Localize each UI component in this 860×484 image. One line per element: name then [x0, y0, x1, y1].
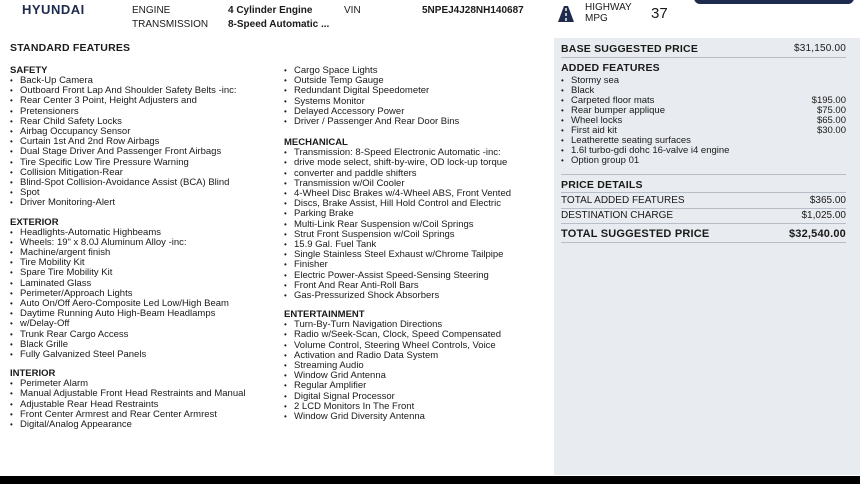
feature-item: • Streaming Audio	[284, 361, 550, 371]
sticker-header	[0, 0, 860, 38]
header-corner-tab	[694, 0, 854, 4]
divider	[561, 57, 846, 58]
feature-item: • Collision Mitigation-Rear	[10, 168, 278, 178]
transmission-value: 8-Speed Automatic ...	[228, 19, 330, 30]
vin-label: VIN	[344, 5, 361, 16]
safety-title: SAFETY	[10, 65, 48, 76]
feature-item: • Transmission w/Oil Cooler	[284, 179, 550, 189]
engine-value: 4 Cylinder Engine	[228, 5, 313, 16]
feature-item: • Blind-Spot Collision-Avoidance Assist (BCA) Blind	[10, 178, 278, 188]
mechanical-list	[284, 148, 550, 301]
feature-item: • Digital/Analog Appearance	[10, 420, 278, 430]
entertainment-title: ENTERTAINMENT	[284, 309, 365, 321]
added-feature-item	[561, 76, 846, 86]
added-feature-label: Wheel locks	[571, 115, 623, 126]
feature-item: • Radio w/Seek-Scan, Clock, Speed Compensated	[284, 330, 550, 340]
feature-item: • Rear Child Safety Locks	[10, 117, 278, 127]
exterior-list	[10, 228, 278, 361]
highway-mpg-value: 37	[651, 5, 668, 22]
feature-item: • Multi-Link Rear Suspension w/Coil Springs	[284, 220, 550, 230]
feature-item: • Cargo Space Lights	[284, 66, 550, 76]
mpg-label: MPG	[585, 13, 608, 24]
feature-item: • converter and paddle shifters	[284, 169, 550, 179]
feature-item: • Gas-Pressurized Shock Absorbers	[284, 291, 550, 301]
feature-item: • Parking Brake	[284, 209, 550, 219]
destination-label: DESTINATION CHARGE	[561, 210, 674, 221]
feature-item: • Perimeter/Approach Lights	[10, 289, 278, 299]
standard-features	[10, 42, 550, 476]
bottom-bar	[0, 476, 860, 484]
feature-item: • Perimeter Alarm	[10, 379, 278, 389]
divider	[561, 242, 846, 243]
total-added-value: $365.00	[809, 195, 846, 206]
feature-item: • Airbag Occupancy Sensor	[10, 127, 278, 137]
feature-item: • Headlights-Automatic Highbeams	[10, 228, 278, 238]
feature-item: • Back-Up Camera	[10, 76, 278, 86]
feature-item: • Black Grille	[10, 340, 278, 350]
feature-item: • Digital Signal Processor	[284, 392, 550, 402]
feature-item: • Window Grid Antenna	[284, 371, 550, 381]
feature-item: • Redundant Digital Speedometer	[284, 86, 550, 96]
feature-item: • Systems Monitor	[284, 97, 550, 107]
highway-mpg-label	[585, 2, 632, 24]
price-panel	[554, 38, 860, 475]
feature-item: • Tire Specific Low Tire Pressure Warning	[10, 158, 278, 168]
mechanical-title: MECHANICAL	[284, 137, 348, 149]
feature-item: • Auto On/Off Aero-Composite Led Low/High Beam	[10, 299, 278, 309]
base-price-row	[561, 43, 846, 55]
feature-item: • 2 LCD Monitors In The Front	[284, 402, 550, 412]
total-price-value: $32,540.00	[788, 228, 846, 240]
divider	[561, 223, 846, 224]
entertainment-list	[284, 320, 550, 422]
feature-item: • 4-Wheel Disc Brakes w/4-Wheel ABS, Front Vented	[284, 189, 550, 199]
added-feature-label: Stormy sea	[571, 75, 620, 86]
engine-label: ENGINE	[132, 5, 171, 16]
total-added-label: TOTAL ADDED FEATURES	[561, 195, 685, 206]
total-added-row	[561, 195, 846, 206]
feature-item: • Transmission: 8-Speed Electronic Automatic -inc:	[284, 148, 550, 158]
added-feature-item	[561, 156, 846, 166]
feature-item: • Curtain 1st And 2nd Row Airbags	[10, 137, 278, 147]
feature-item: • w/Delay-Off	[10, 319, 278, 329]
destination-value: $1,025.00	[801, 210, 846, 221]
feature-item: • Volume Control, Steering Wheel Controls, Voice	[284, 341, 550, 351]
feature-item: • Driver Monitoring-Alert	[10, 198, 278, 208]
added-feature-label: Option group 01	[571, 155, 640, 166]
feature-item: • Daytime Running Auto High-Beam Headlamps	[10, 309, 278, 319]
interior-cont-list	[284, 66, 550, 127]
feature-item: • Outboard Front Lap And Shoulder Safety Belts -inc:	[10, 86, 278, 96]
feature-item: • Strut Front Suspension w/Coil Springs	[284, 230, 550, 240]
added-feature-label: Leatherette seating surfaces	[571, 135, 691, 146]
price-details-title: PRICE DETAILS	[561, 179, 643, 191]
added-feature-amount: $65.00	[816, 115, 846, 126]
feature-item: • Trunk Rear Cargo Access	[10, 330, 278, 340]
exterior-title: EXTERIOR	[10, 216, 59, 228]
feature-item: • Discs, Brake Assist, Hill Hold Control and Electric	[284, 199, 550, 209]
feature-item: • Activation and Radio Data System	[284, 351, 550, 361]
feature-item: • Finisher	[284, 260, 550, 270]
feature-item: • Front And Rear Anti-Roll Bars	[284, 281, 550, 291]
highway-label: HIGHWAY	[585, 2, 632, 13]
added-feature-label: Black	[571, 85, 595, 96]
added-feature-amount: $75.00	[816, 105, 846, 116]
interior-title: INTERIOR	[10, 368, 56, 380]
feature-item: • Front Center Armrest and Rear Center Armrest	[10, 410, 278, 420]
feature-item: • Laminated Glass	[10, 279, 278, 289]
destination-row	[561, 210, 846, 221]
added-feature-label: Carpeted floor mats	[571, 95, 655, 106]
feature-item: • Window Grid Diversity Antenna	[284, 412, 550, 422]
added-features-list	[561, 76, 846, 166]
total-price-row	[561, 228, 846, 240]
transmission-label: TRANSMISSION	[132, 19, 209, 30]
added-features-title: ADDED FEATURES	[561, 62, 660, 74]
feature-item: • Delayed Accessory Power	[284, 107, 550, 117]
features-column-right	[284, 66, 550, 422]
vin-value: 5NPEJ4J28NH140687	[422, 5, 524, 16]
added-feature-amount: $195.00	[811, 95, 846, 106]
total-price-label: TOTAL SUGGESTED PRICE	[561, 228, 710, 240]
feature-item: • Regular Amplifier	[284, 381, 550, 391]
feature-item: • Tire Mobility Kit	[10, 258, 278, 268]
feature-item: • Pretensioners	[10, 107, 278, 117]
feature-item: • Spot	[10, 188, 278, 198]
standard-features-title: STANDARD FEATURES	[10, 42, 131, 54]
feature-item: • Driver / Passenger And Rear Door Bins	[284, 117, 550, 127]
added-feature-label: First aid kit	[571, 125, 617, 136]
feature-item: • Rear Center 3 Point, Height Adjusters and	[10, 96, 278, 106]
feature-item: • Adjustable Rear Head Restraints	[10, 400, 278, 410]
base-price-label: BASE SUGGESTED PRICE	[561, 43, 699, 55]
features-column-left	[10, 57, 278, 430]
added-feature-label: 1.6l turbo-gdi dohc 16-valve i4 engine	[571, 145, 730, 156]
feature-item: • Spare Tire Mobility Kit	[10, 268, 278, 278]
safety-list	[10, 76, 278, 209]
divider	[561, 174, 846, 175]
added-feature-amount: $30.00	[816, 125, 846, 136]
divider	[561, 192, 846, 193]
feature-item: • 15.9 Gal. Fuel Tank	[284, 240, 550, 250]
interior-list	[10, 379, 278, 430]
feature-item: • Turn-By-Turn Navigation Directions	[284, 320, 550, 330]
feature-item: • drive mode select, shift-by-wire, OD lock-up torque	[284, 158, 550, 168]
highway-icon	[556, 4, 576, 24]
feature-item: • Single Stainless Steel Exhaust w/Chrome Tailpipe	[284, 250, 550, 260]
feature-item: • Manual Adjustable Front Head Restraints and Manual	[10, 389, 278, 399]
base-price-value: $31,150.00	[793, 43, 846, 54]
feature-item: • Fully Galvanized Steel Panels	[10, 350, 278, 360]
feature-item: • Outside Temp Gauge	[284, 76, 550, 86]
feature-item: • Wheels: 19" x 8.0J Aluminum Alloy -inc:	[10, 238, 278, 248]
divider	[561, 208, 846, 209]
feature-item: • Electric Power-Assist Speed-Sensing Steering	[284, 271, 550, 281]
feature-item: • Machine/argent finish	[10, 248, 278, 258]
feature-item: • Dual Stage Driver And Passenger Front Airbags	[10, 147, 278, 157]
hyundai-logo: HYUNDAI	[22, 2, 85, 17]
added-feature-label: Rear bumper applique	[571, 105, 666, 116]
